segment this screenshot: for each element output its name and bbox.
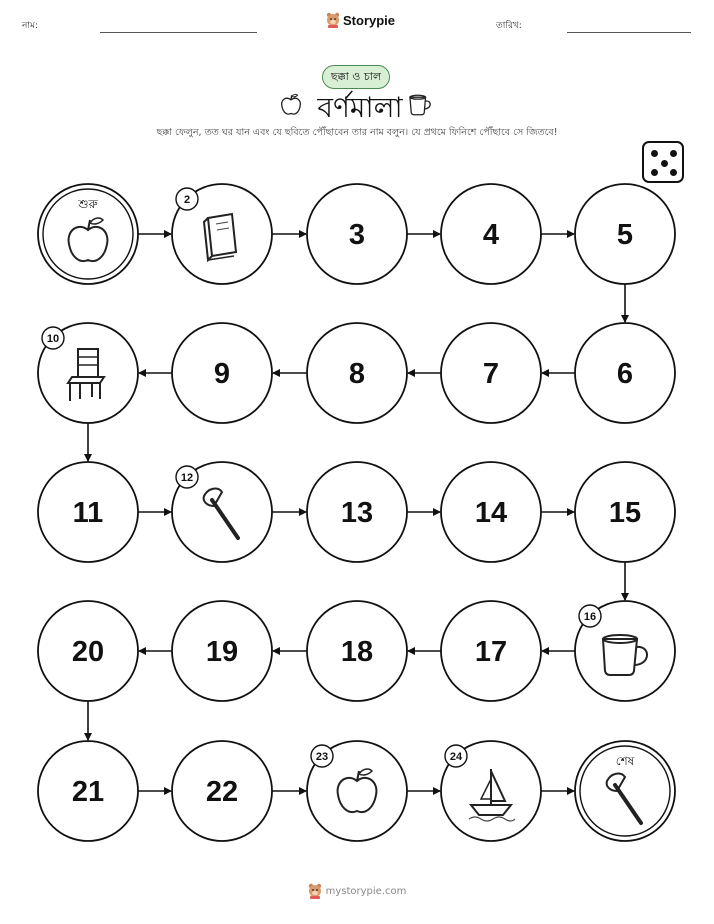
- cell-number: 16: [583, 611, 597, 623]
- board-cell-6[interactable]: [575, 323, 675, 423]
- board-cell-7[interactable]: [441, 323, 541, 423]
- game-type-badge: ছক্কা ও চাল: [322, 65, 390, 89]
- instructions-text: ছক্কা ফেলুন, তত ঘর যান এবং যে ছবিতে পৌঁছাবেন তার নাম বলুন। যে প্রথমে ফিনিশে পৌঁছাবে সে জিতবে!: [156, 127, 558, 138]
- finish-label: শেষ: [615, 754, 635, 768]
- cell-number: 18: [340, 636, 374, 668]
- start-label: শুরু: [78, 197, 98, 211]
- cell-number: 9: [213, 358, 231, 390]
- storypie-bear-icon: [308, 883, 322, 899]
- board-cell-25[interactable]: [575, 741, 675, 841]
- board-cell-17[interactable]: [441, 601, 541, 701]
- cell-number: 8: [348, 358, 366, 390]
- board-cell-15[interactable]: [575, 462, 675, 562]
- cell-number: 23: [315, 751, 329, 763]
- board-cell-16[interactable]: [575, 601, 675, 701]
- cell-number: 17: [474, 636, 508, 668]
- board-cell-8[interactable]: [307, 323, 407, 423]
- footer-url[interactable]: mystorypie.com: [325, 885, 407, 897]
- board-cell-10[interactable]: [38, 323, 138, 423]
- board-cell-4[interactable]: [441, 184, 541, 284]
- cell-number: 20: [71, 636, 105, 668]
- board-cell-23[interactable]: [307, 741, 407, 841]
- cell-number: 3: [348, 219, 366, 251]
- board-cell-11[interactable]: [38, 462, 138, 562]
- cell-number: 2: [183, 194, 191, 206]
- cell-number: 12: [180, 472, 194, 484]
- board-cell-20[interactable]: [38, 601, 138, 701]
- board-cell-3[interactable]: [307, 184, 407, 284]
- cell-number: 7: [482, 358, 500, 390]
- cell-number: 5: [616, 219, 634, 251]
- board-cell-22[interactable]: [172, 741, 272, 841]
- cell-number: 22: [205, 776, 239, 808]
- board-cell-2[interactable]: [172, 184, 272, 284]
- cell-number: 13: [340, 497, 374, 529]
- board-cell-14[interactable]: [441, 462, 541, 562]
- cell-number: 24: [449, 751, 463, 763]
- board-cell-9[interactable]: [172, 323, 272, 423]
- footer: [0, 883, 714, 899]
- cell-number: 19: [205, 636, 239, 668]
- cell-number: 15: [608, 497, 642, 529]
- cell-number: 10: [46, 333, 60, 345]
- board-cell-12[interactable]: [172, 462, 272, 562]
- board-cell-21[interactable]: [38, 741, 138, 841]
- cell-number: 14: [474, 497, 508, 529]
- board-cell-1[interactable]: [38, 184, 138, 284]
- board-cell-18[interactable]: [307, 601, 407, 701]
- board-cell-24[interactable]: [441, 741, 541, 841]
- board-cell-19[interactable]: [172, 601, 272, 701]
- brand-name: Storypie: [343, 12, 396, 28]
- cell-number: 11: [72, 497, 104, 529]
- board-cell-13[interactable]: [307, 462, 407, 562]
- board-cells: [38, 184, 675, 841]
- date-label: তারিখ:: [496, 21, 522, 31]
- cell-number: 4: [482, 219, 500, 251]
- cell-number: 6: [616, 358, 634, 390]
- cell-number: 21: [71, 776, 105, 808]
- name-label: নাম:: [22, 21, 39, 31]
- page-title: বর্ণমালা: [317, 91, 403, 124]
- board-cell-5[interactable]: [575, 184, 675, 284]
